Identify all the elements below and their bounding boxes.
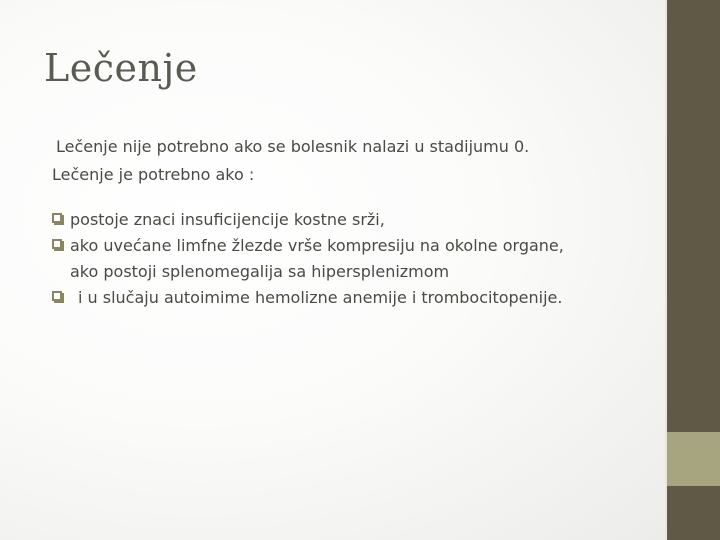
intro-line-1: Lečenje nije potrebno ako se bolesnik nalazi u stadijumu 0.: [56, 137, 530, 156]
slide-title: Lečenje: [44, 46, 198, 90]
side-accent-block: [667, 432, 720, 486]
bullet-text: i u slučaju autoimime hemolizne anemije i trombocitopenije.: [78, 288, 563, 307]
checkbox-bullet-icon: [52, 213, 62, 223]
bullet-text: postoje znaci insuficijencije kostne srži,: [70, 210, 385, 229]
bullet-item: [52, 285, 652, 311]
checkbox-bullet-icon: [52, 239, 62, 249]
bullet-list: [52, 207, 652, 311]
checkbox-bullet-icon: [52, 291, 62, 301]
intro-line-2: Lečenje je potrebno ako :: [52, 165, 255, 184]
bullet-item: [52, 233, 652, 285]
bullet-item: [52, 207, 652, 233]
slide-body: [52, 133, 652, 311]
bullet-text: ako uvećane limfne žlezde vrše kompresiju na okolne organe,: [70, 236, 564, 255]
bullet-continuation: ako postoji splenomegalija sa hipersplenizmom: [70, 262, 450, 281]
